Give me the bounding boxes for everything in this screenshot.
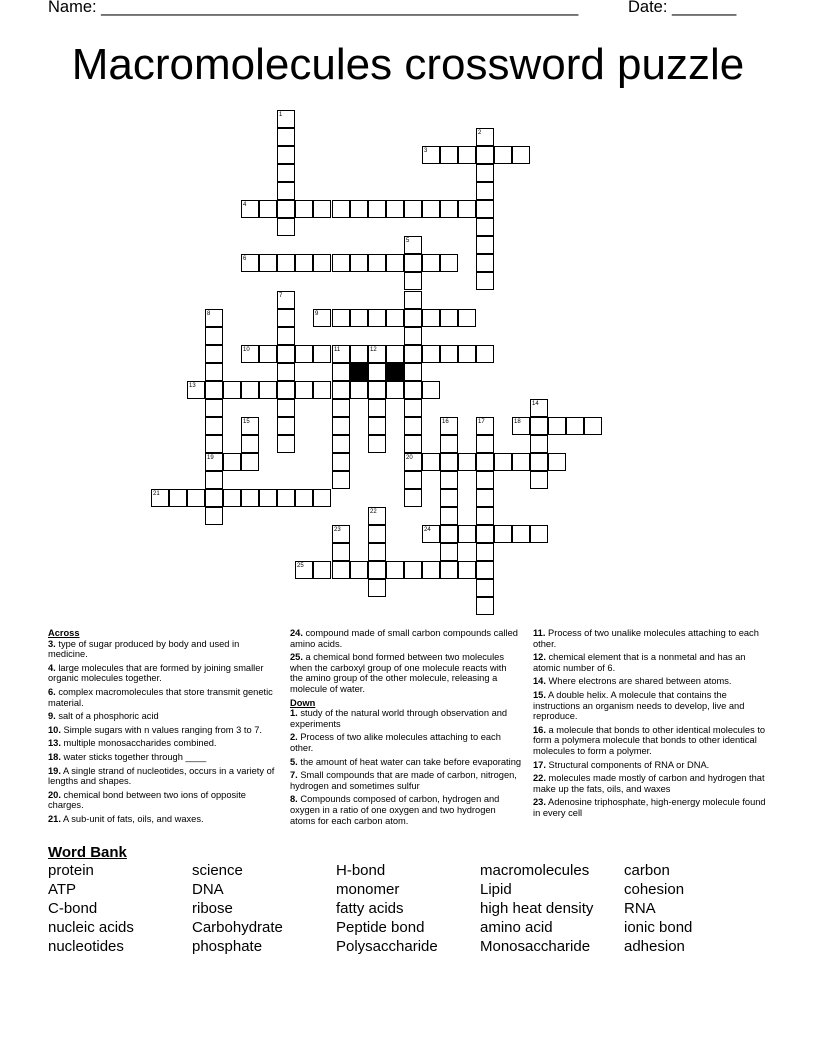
- grid-cell[interactable]: [277, 435, 295, 453]
- word-bank-item: Polysaccharide: [336, 938, 438, 955]
- clue-number: 20: [406, 455, 413, 461]
- grid-cell[interactable]: [440, 471, 458, 489]
- grid-cell[interactable]: [332, 381, 350, 399]
- grid-cell[interactable]: [223, 489, 241, 507]
- clue-down-23: 23. Adenosine triphosphate, high-energy molecule found in every cell: [533, 797, 766, 818]
- black-square: [350, 363, 368, 381]
- grid-cell[interactable]: [277, 200, 295, 218]
- grid-cell[interactable]: [368, 200, 386, 218]
- grid-cell[interactable]: [295, 345, 313, 363]
- grid-cell[interactable]: [476, 218, 494, 236]
- clue-number: 22: [370, 509, 377, 515]
- grid-cell[interactable]: [458, 146, 476, 164]
- grid-cell[interactable]: [350, 309, 368, 327]
- grid-cell[interactable]: [476, 525, 494, 543]
- grid-cell[interactable]: [440, 525, 458, 543]
- grid-cell[interactable]: [169, 489, 187, 507]
- word-bank-item: RNA: [624, 900, 656, 917]
- grid-cell[interactable]: [350, 254, 368, 272]
- grid-cell[interactable]: [386, 309, 404, 327]
- word-bank-item: adhesion: [624, 938, 685, 955]
- grid-cell[interactable]: [404, 236, 422, 254]
- grid-cell[interactable]: [241, 453, 259, 471]
- grid-cell[interactable]: [512, 525, 530, 543]
- grid-cell[interactable]: [277, 327, 295, 345]
- clue-number: 19: [207, 455, 214, 461]
- clue-number: 24: [424, 527, 431, 533]
- grid-cell[interactable]: [530, 453, 548, 471]
- grid-cell[interactable]: [422, 561, 440, 579]
- grid-cell[interactable]: [205, 417, 223, 435]
- grid-cell[interactable]: [277, 164, 295, 182]
- grid-cell[interactable]: [476, 272, 494, 290]
- grid-cell[interactable]: [332, 254, 350, 272]
- grid-cell[interactable]: [440, 561, 458, 579]
- grid-cell[interactable]: [494, 453, 512, 471]
- grid-cell[interactable]: [277, 417, 295, 435]
- grid-cell[interactable]: [223, 381, 241, 399]
- grid-cell[interactable]: [422, 345, 440, 363]
- grid-cell[interactable]: [548, 417, 566, 435]
- grid-cell[interactable]: [295, 489, 313, 507]
- grid-cell[interactable]: [205, 489, 223, 507]
- grid-cell[interactable]: [187, 489, 205, 507]
- grid-cell[interactable]: [440, 543, 458, 561]
- grid-cell[interactable]: [386, 254, 404, 272]
- clue-down-17: 17. Structural components of RNA or DNA.: [533, 759, 710, 770]
- word-bank-item: nucleic acids: [48, 919, 134, 936]
- clue-number: 23: [334, 527, 341, 533]
- grid-cell[interactable]: [277, 254, 295, 272]
- grid-cell[interactable]: [422, 525, 440, 543]
- clue-number: 5: [406, 238, 410, 244]
- grid-cell[interactable]: [241, 489, 259, 507]
- grid-cell[interactable]: [205, 507, 223, 525]
- grid-cell[interactable]: [458, 345, 476, 363]
- grid-cell[interactable]: [404, 272, 422, 290]
- clue-down-5: 5. the amount of heat water can take before evaporating: [290, 756, 522, 767]
- grid-cell[interactable]: [458, 309, 476, 327]
- grid-cell[interactable]: [151, 489, 169, 507]
- grid-cell[interactable]: [295, 561, 313, 579]
- grid-cell[interactable]: [277, 309, 295, 327]
- clue-number: 16: [442, 419, 449, 425]
- grid-cell[interactable]: [295, 381, 313, 399]
- clue-across-9: 9. salt of a phosphoric acid: [48, 711, 159, 722]
- clue-across-3: 3. type of sugar produced by body and used in medicine.: [48, 638, 240, 660]
- grid-cell[interactable]: [332, 561, 350, 579]
- grid-cell[interactable]: [205, 345, 223, 363]
- word-bank-item: science: [192, 862, 243, 879]
- grid-cell[interactable]: [205, 399, 223, 417]
- grid-cell[interactable]: [332, 435, 350, 453]
- clue-number: 12: [370, 347, 377, 353]
- grid-cell[interactable]: [332, 471, 350, 489]
- grid-cell[interactable]: [476, 200, 494, 218]
- clue-down-14: 14. Where electrons are shared between atoms.: [533, 676, 732, 687]
- grid-cell[interactable]: [386, 381, 404, 399]
- grid-cell[interactable]: [277, 110, 295, 128]
- clue-across-6: 6. complex macromolecules that store transmit genetic material.: [48, 686, 273, 708]
- grid-cell[interactable]: [277, 345, 295, 363]
- grid-cell[interactable]: [277, 399, 295, 417]
- grid-cell[interactable]: [332, 453, 350, 471]
- grid-cell[interactable]: [259, 200, 277, 218]
- clues-column-3: [533, 628, 769, 822]
- grid-cell[interactable]: [476, 164, 494, 182]
- grid-cell[interactable]: [277, 182, 295, 200]
- grid-cell[interactable]: [313, 254, 331, 272]
- grid-cell[interactable]: [350, 381, 368, 399]
- grid-cell[interactable]: [476, 254, 494, 272]
- clue-down-15: 15. A double helix. A molecule that contains the instructions an organism needs to develop, live and reproduce.: [533, 689, 745, 722]
- grid-cell[interactable]: [422, 254, 440, 272]
- grid-cell[interactable]: [332, 309, 350, 327]
- grid-cell[interactable]: [277, 128, 295, 146]
- name-field[interactable]: Name: ____________________________________________________: [48, 0, 579, 16]
- grid-cell[interactable]: [386, 200, 404, 218]
- grid-cell[interactable]: [332, 525, 350, 543]
- clue-number: 8: [207, 311, 211, 317]
- clue-number: 7: [279, 293, 283, 299]
- grid-cell[interactable]: [332, 543, 350, 561]
- clue-number: 4: [243, 202, 247, 208]
- grid-cell[interactable]: [404, 435, 422, 453]
- grid-cell[interactable]: [313, 345, 331, 363]
- black-square: [386, 363, 404, 381]
- grid-cell[interactable]: [404, 561, 422, 579]
- grid-cell[interactable]: [368, 309, 386, 327]
- grid-cell[interactable]: [277, 218, 295, 236]
- grid-cell[interactable]: [512, 453, 530, 471]
- clue-number: 13: [189, 383, 196, 389]
- grid-cell[interactable]: [277, 291, 295, 309]
- grid-cell[interactable]: [259, 489, 277, 507]
- grid-cell[interactable]: [458, 453, 476, 471]
- grid-cell[interactable]: [404, 453, 422, 471]
- grid-cell[interactable]: [313, 561, 331, 579]
- grid-cell[interactable]: [332, 417, 350, 435]
- grid-cell[interactable]: [241, 254, 259, 272]
- clue-number: 25: [297, 563, 304, 569]
- grid-cell[interactable]: [440, 200, 458, 218]
- grid-cell[interactable]: [476, 417, 494, 435]
- word-bank-item: ATP: [48, 881, 77, 898]
- date-field[interactable]: Date: _______: [628, 0, 737, 16]
- grid-cell[interactable]: [277, 146, 295, 164]
- grid-cell[interactable]: [476, 579, 494, 597]
- clue-across-18: 18. water sticks together through ____: [48, 751, 207, 762]
- page-title: Macromolecules crossword puzzle: [71, 40, 745, 89]
- grid-cell[interactable]: [386, 561, 404, 579]
- grid-cell[interactable]: [241, 381, 259, 399]
- clue-down-2: 2. Process of two alike molecules attaching to each other.: [290, 732, 501, 753]
- grid-cell[interactable]: [313, 309, 331, 327]
- clue-number: 18: [514, 419, 521, 425]
- clue-down-8: 8. Compounds composed of carbon, hydrogen and oxygen in a ratio of one oxygen and two hydrogen atoms for each carbon atom.: [290, 794, 500, 826]
- clue-down-11: 11. Process of two unalike molecules attaching to each other.: [533, 628, 759, 649]
- grid-cell[interactable]: [368, 345, 386, 363]
- grid-cell[interactable]: [422, 453, 440, 471]
- word-bank-item: Lipid: [480, 881, 512, 898]
- word-bank-item: Peptide bond: [336, 919, 425, 936]
- grid-cell[interactable]: [476, 236, 494, 254]
- grid-cell[interactable]: [368, 363, 386, 381]
- grid-cell[interactable]: [476, 543, 494, 561]
- grid-cell[interactable]: [332, 363, 350, 381]
- word-bank-item: amino acid: [480, 919, 553, 936]
- word-bank-item: nucleotides: [48, 938, 124, 955]
- grid-cell[interactable]: [458, 561, 476, 579]
- clue-across-25: 25. a chemical bond formed between two molecules when the carboxyl group of one molecule reacts with the amino group of the other molecule, releasing a molecule of water.: [290, 652, 507, 694]
- word-bank-item: DNA: [192, 881, 224, 898]
- grid-cell[interactable]: [368, 543, 386, 561]
- grid-cell[interactable]: [404, 200, 422, 218]
- grid-cell[interactable]: [277, 489, 295, 507]
- clue-number: 2: [478, 130, 482, 136]
- word-bank-item: carbon: [624, 862, 670, 879]
- down-heading: Down: [290, 697, 316, 708]
- clue-down-16: 16. a molecule that bonds to other identical molecules to form a polymera molecule that bonds to other identical molecules to form a polymer.: [533, 724, 766, 756]
- grid-cell[interactable]: [259, 381, 277, 399]
- grid-cell[interactable]: [404, 309, 422, 327]
- grid-cell[interactable]: [530, 435, 548, 453]
- clue-down-12: 12. chemical element that is a nonmetal and has an atomic number of 6.: [533, 652, 746, 673]
- grid-cell[interactable]: [404, 381, 422, 399]
- word-bank-item: phosphate: [192, 938, 263, 955]
- clues-column-1: [48, 628, 280, 828]
- clue-down-22: 22. molecules made mostly of carbon and hydrogen that make up the fats, oils, and waxes: [533, 773, 765, 794]
- grid-cell[interactable]: [295, 254, 313, 272]
- grid-cell[interactable]: [440, 435, 458, 453]
- grid-cell[interactable]: [277, 381, 295, 399]
- grid-cell[interactable]: [476, 597, 494, 615]
- grid-cell[interactable]: [259, 345, 277, 363]
- grid-cell[interactable]: [223, 453, 241, 471]
- clue-across-13: 13. multiple monosaccharides combined.: [48, 738, 217, 749]
- clue-across-4: 4. large molecules that are formed by joining smaller organic molecules together.: [48, 662, 264, 684]
- grid-cell[interactable]: [476, 146, 494, 164]
- clue-number: 1: [279, 112, 283, 118]
- grid-cell[interactable]: [476, 489, 494, 507]
- grid-cell[interactable]: [566, 417, 584, 435]
- grid-cell[interactable]: [386, 345, 404, 363]
- grid-cell[interactable]: [422, 146, 440, 164]
- grid-cell[interactable]: [476, 453, 494, 471]
- clue-number: 15: [243, 419, 250, 425]
- grid-cell[interactable]: [494, 146, 512, 164]
- grid-cell[interactable]: [476, 507, 494, 525]
- grid-cell[interactable]: [205, 309, 223, 327]
- word-bank-item: cohesion: [624, 881, 685, 898]
- grid-cell[interactable]: [404, 489, 422, 507]
- grid-cell[interactable]: [368, 254, 386, 272]
- grid-cell[interactable]: [368, 381, 386, 399]
- word-bank-item: Carbohydrate: [192, 919, 283, 936]
- word-bank-title: Word Bank: [48, 844, 127, 861]
- clue-number: 11: [334, 347, 341, 353]
- grid-cell[interactable]: [241, 417, 259, 435]
- grid-cell[interactable]: [368, 435, 386, 453]
- grid-cell[interactable]: [512, 146, 530, 164]
- grid-cell[interactable]: [440, 254, 458, 272]
- word-bank-item: ionic bond: [624, 919, 693, 936]
- grid-cell[interactable]: [404, 399, 422, 417]
- grid-cell[interactable]: [404, 345, 422, 363]
- grid-cell[interactable]: [476, 435, 494, 453]
- grid-cell[interactable]: [458, 200, 476, 218]
- grid-cell[interactable]: [476, 182, 494, 200]
- grid-cell[interactable]: [313, 489, 331, 507]
- across-heading: Across: [48, 628, 80, 638]
- grid-cell[interactable]: [422, 200, 440, 218]
- grid-cell[interactable]: [368, 507, 386, 525]
- clue-down-7: 7. Small compounds that are made of carbon, nitrogen, hydrogen and sometimes sulfur: [290, 770, 517, 791]
- word-bank-item: fatty acids: [336, 900, 404, 917]
- grid-cell[interactable]: [404, 363, 422, 381]
- grid-cell[interactable]: [205, 435, 223, 453]
- grid-cell[interactable]: [241, 435, 259, 453]
- grid-cell[interactable]: [512, 417, 530, 435]
- grid-cell[interactable]: [404, 417, 422, 435]
- grid-cell[interactable]: [205, 363, 223, 381]
- grid-cell[interactable]: [476, 345, 494, 363]
- grid-cell[interactable]: [530, 417, 548, 435]
- grid-cell[interactable]: [494, 525, 512, 543]
- grid-cell[interactable]: [530, 525, 548, 543]
- clues-column-2: [290, 628, 522, 829]
- grid-cell[interactable]: [476, 561, 494, 579]
- grid-cell[interactable]: [368, 525, 386, 543]
- grid-cell[interactable]: [584, 417, 602, 435]
- clue-number: 14: [532, 401, 539, 407]
- grid-cell[interactable]: [404, 471, 422, 489]
- grid-cell[interactable]: [530, 471, 548, 489]
- grid-cell[interactable]: [332, 200, 350, 218]
- word-bank-item: high heat density: [480, 900, 594, 917]
- grid-cell[interactable]: [422, 309, 440, 327]
- grid-cell[interactable]: [476, 471, 494, 489]
- clue-number: 21: [153, 491, 160, 497]
- clue-number: 6: [243, 256, 247, 262]
- grid-cell[interactable]: [295, 200, 313, 218]
- grid-cell[interactable]: [350, 200, 368, 218]
- word-bank-item: macromolecules: [480, 862, 590, 879]
- grid-cell[interactable]: [404, 291, 422, 309]
- grid-cell[interactable]: [440, 507, 458, 525]
- clue-number: 10: [243, 347, 250, 353]
- word-bank-item: ribose: [192, 900, 233, 917]
- word-bank-item: monomer: [336, 881, 400, 898]
- grid-cell[interactable]: [548, 453, 566, 471]
- grid-cell[interactable]: [205, 453, 223, 471]
- grid-cell[interactable]: [241, 200, 259, 218]
- grid-cell[interactable]: [440, 489, 458, 507]
- grid-cell[interactable]: [187, 381, 205, 399]
- word-bank-item: protein: [48, 862, 94, 879]
- clue-number: 9: [315, 311, 319, 317]
- grid-cell[interactable]: [241, 345, 259, 363]
- clue-number: 17: [478, 419, 485, 425]
- grid-cell[interactable]: [313, 200, 331, 218]
- grid-cell[interactable]: [350, 561, 368, 579]
- clue-across-19: 19. A single strand of nucleotides, occurs in a variety of lengths and shapes.: [48, 765, 275, 787]
- grid-cell[interactable]: [277, 363, 295, 381]
- grid-cell[interactable]: [368, 399, 386, 417]
- word-bank-item: Monosaccharide: [480, 938, 591, 955]
- grid-cell[interactable]: [368, 561, 386, 579]
- grid-cell[interactable]: [350, 345, 368, 363]
- clue-number: 3: [424, 148, 428, 154]
- grid-cell[interactable]: [205, 471, 223, 489]
- grid-cell[interactable]: [368, 579, 386, 597]
- grid-cell[interactable]: [440, 417, 458, 435]
- clue-across-20: 20. chemical bond between two ions of opposite charges.: [48, 789, 246, 811]
- clue-across-24: 24. compound made of small carbon compounds called amino acids.: [290, 628, 518, 649]
- grid-cell[interactable]: [205, 327, 223, 345]
- word-bank-item: H-bond: [336, 862, 386, 879]
- grid-cell[interactable]: [440, 345, 458, 363]
- clue-across-10: 10. Simple sugars with n values ranging from 3 to 7.: [48, 724, 262, 735]
- grid-cell[interactable]: [313, 381, 331, 399]
- grid-cell[interactable]: [368, 417, 386, 435]
- grid-cell[interactable]: [530, 399, 548, 417]
- grid-cell[interactable]: [332, 399, 350, 417]
- grid-cell[interactable]: [422, 381, 440, 399]
- word-bank-item: C-bond: [48, 900, 98, 917]
- clue-down-1: 1. study of the natural world through observation and experiments: [290, 708, 508, 729]
- grid-cell[interactable]: [458, 525, 476, 543]
- grid-cell[interactable]: [476, 128, 494, 146]
- grid-cell[interactable]: [440, 309, 458, 327]
- grid-cell[interactable]: [332, 345, 350, 363]
- grid-cell[interactable]: [440, 453, 458, 471]
- grid-cell[interactable]: [259, 254, 277, 272]
- grid-cell[interactable]: [440, 146, 458, 164]
- grid-cell[interactable]: [404, 254, 422, 272]
- clue-across-21: 21. A sub-unit of fats, oils, and waxes.: [48, 813, 204, 824]
- grid-cell[interactable]: [404, 327, 422, 345]
- grid-cell[interactable]: [205, 381, 223, 399]
